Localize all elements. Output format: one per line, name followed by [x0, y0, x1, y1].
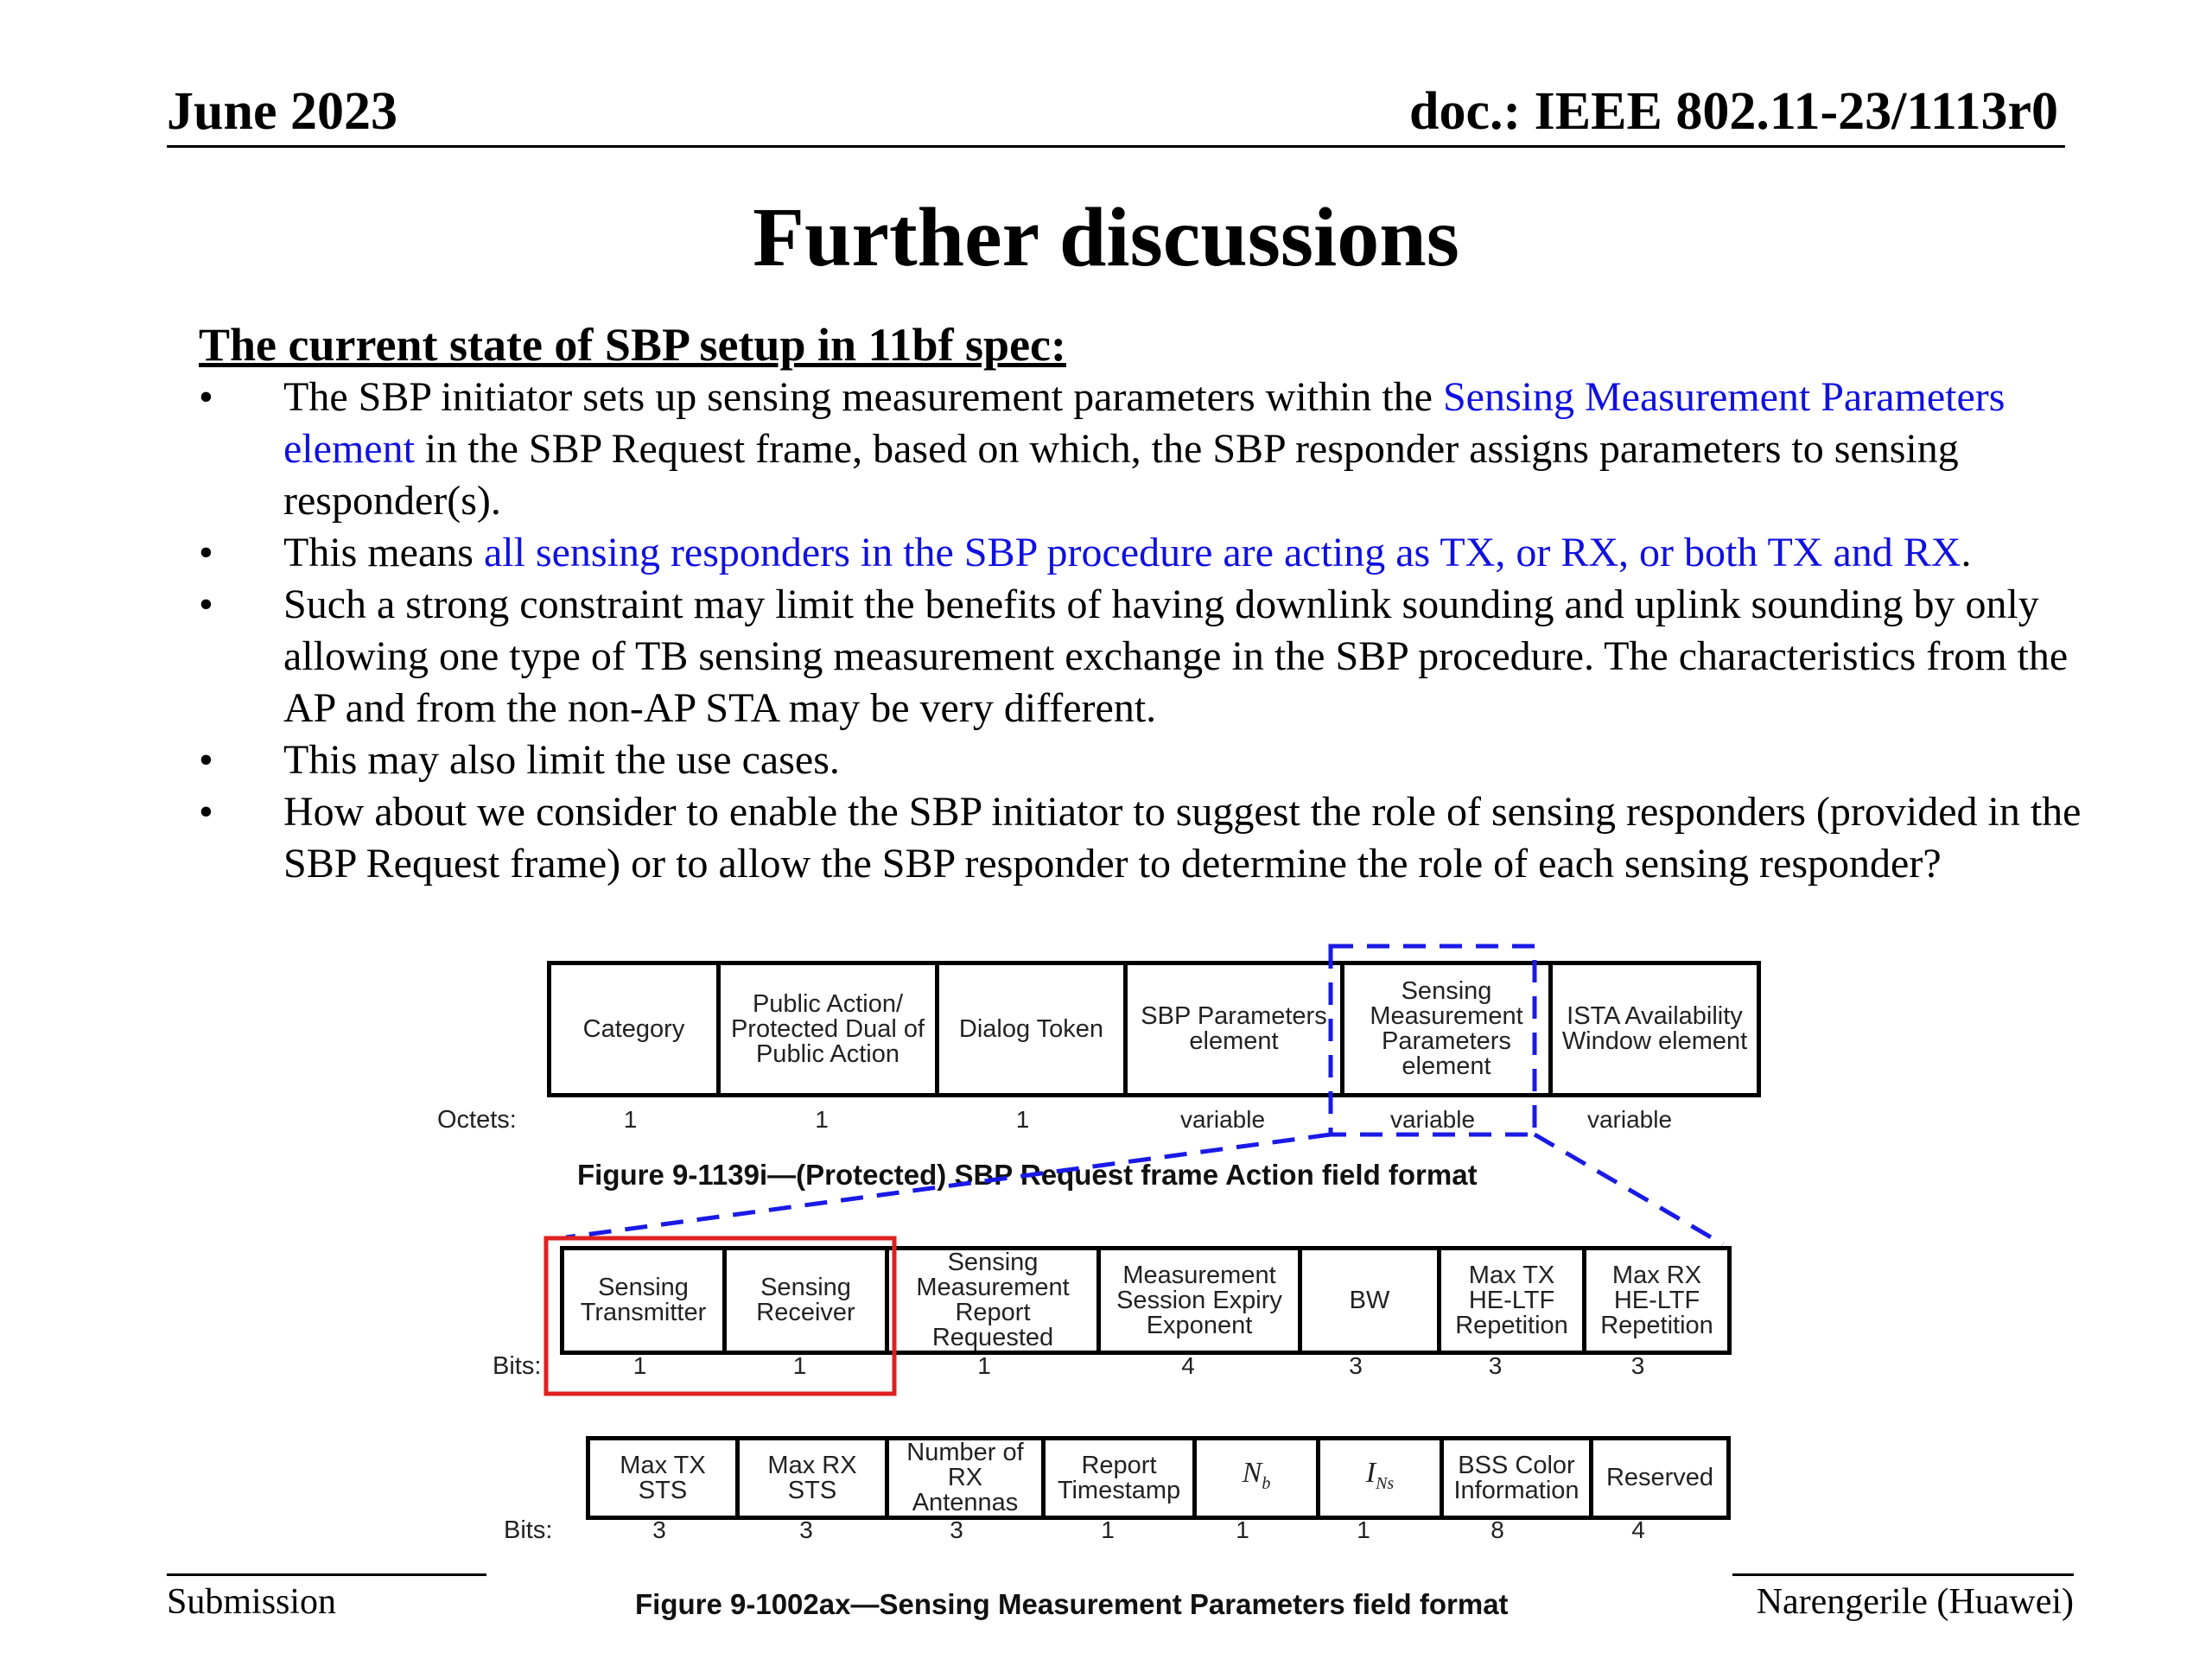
field-size: 3: [1349, 1352, 1363, 1379]
bullet-text: Such a strong constraint may limit the benefits of having downlink sounding and uplink sounding by only allowing one type of TB sensing measurement exchange in the SBP procedure. The characteristics from the AP and from the non-AP STA may be very different.: [283, 582, 2069, 731]
field-size: 3: [1630, 1352, 1645, 1379]
field-size: 3: [950, 1516, 963, 1543]
dashed-callout-line-left: [566, 1135, 1331, 1237]
bits-label-2: Bits:: [504, 1516, 553, 1544]
header-date: June 2023: [167, 82, 397, 141]
field-size: 3: [799, 1516, 813, 1543]
field-cell: Report Timestamp: [1044, 1439, 1195, 1518]
field-size: variable: [1586, 1106, 1673, 1133]
header-doc-id: doc.: IEEE 802.11-23/1113r0: [1409, 82, 2058, 141]
field-size: 1: [1015, 1106, 1030, 1133]
field-size: 1: [632, 1352, 647, 1379]
field-size: 1: [792, 1352, 807, 1379]
field-cell: Sensing Measurement Report Requested: [887, 1249, 1099, 1353]
symbol-subscript: b: [1262, 1473, 1271, 1493]
field-cell: Sensing Receiver: [725, 1249, 887, 1353]
red-highlight-box: [546, 1238, 894, 1394]
field-cell: Max RX HE-LTF Repetition: [1585, 1249, 1730, 1353]
field-cell: Reserved: [1592, 1439, 1729, 1518]
field-cell: Category: [550, 963, 719, 1096]
footer-submission: Submission: [167, 1582, 337, 1622]
bullet-highlight: Sensing Measurement Parameters element: [283, 374, 2005, 472]
symbol-i: I: [1365, 1456, 1376, 1489]
figure2-caption: Figure 9-1002ax—Sensing Measurement Parameters field format: [635, 1588, 1509, 1620]
field-cell: BSS Color Information: [1442, 1439, 1592, 1518]
footer-author: Narengerile (Huawei): [1756, 1582, 2074, 1622]
field-cell: Max TX HE-LTF Repetition: [1440, 1249, 1585, 1353]
bullet-highlight: all sensing responders in the SBP procedure are acting as TX, or RX, or both TX and RX: [483, 530, 1961, 575]
field-size: 1: [815, 1106, 829, 1133]
field-size: 1: [977, 1352, 991, 1379]
field-size: 1: [1357, 1516, 1370, 1543]
bullet-text: .: [1961, 530, 1972, 575]
field-cell: ISTA Availability Window element: [1551, 963, 1759, 1096]
field-size: 3: [1488, 1352, 1503, 1379]
symbol-subscript: Ns: [1376, 1473, 1395, 1493]
section-heading: The current state of SBP setup in 11bf spec:: [199, 319, 1067, 371]
field-cell: Max RX STS: [738, 1439, 887, 1518]
field-size: 1: [623, 1106, 638, 1133]
symbol-n: N: [1242, 1456, 1262, 1489]
field-size: 1: [1236, 1516, 1249, 1543]
field-cell: Max TX STS: [588, 1439, 738, 1518]
field-cell: Number of RX Antennas: [887, 1439, 1044, 1518]
field-cell: Sensing Measurement Parameters element: [1343, 963, 1551, 1096]
bits-label: Bits:: [493, 1352, 542, 1380]
field-cell: Measurement Session Expiry Exponent: [1099, 1249, 1300, 1353]
bullet-text: The SBP initiator sets up sensing measurement parameters within the: [283, 374, 1443, 420]
field-size: 1: [1101, 1516, 1115, 1543]
dashed-highlight-box: [1331, 946, 1535, 1135]
bullet-text: in the SBP Request frame, based on which, the SBP responder assigns parameters to sensing responder(s).: [283, 426, 1959, 524]
field-cell: Public Action/ Protected Dual of Public Action: [719, 963, 938, 1096]
field-size: 3: [652, 1516, 666, 1543]
field-size: 4: [1181, 1352, 1195, 1379]
figure1-caption: Figure 9-1139i—(Protected) SBP Request frame Action field format: [577, 1159, 1478, 1191]
bullet-text: How about we consider to enable the SBP initiator to suggest the role of sensing responders (provided in the SBP Request frame) or to allow the SBP responder to determine the role of each sensing responder?: [283, 789, 2082, 887]
dashed-callout-line-right: [1535, 1135, 1723, 1244]
field-cell: Sensing Transmitter: [563, 1249, 725, 1353]
bullet-text: This means: [283, 530, 484, 575]
octets-label: Octets:: [437, 1106, 517, 1134]
bullet-text: This may also limit the use cases.: [283, 737, 840, 783]
field-size: variable: [1179, 1106, 1266, 1133]
field-size: 8: [1491, 1516, 1504, 1543]
slide-title: Further discussions: [753, 191, 1459, 284]
field-cell: SBP Parameters element: [1126, 963, 1343, 1096]
field-size: 4: [1631, 1516, 1645, 1543]
footer-rule-left: [167, 1573, 486, 1576]
field-cell: BW: [1300, 1249, 1440, 1353]
field-size: variable: [1389, 1106, 1476, 1133]
field-cell: Dialog Token: [938, 963, 1126, 1096]
footer-rule-right: [1732, 1573, 2074, 1576]
